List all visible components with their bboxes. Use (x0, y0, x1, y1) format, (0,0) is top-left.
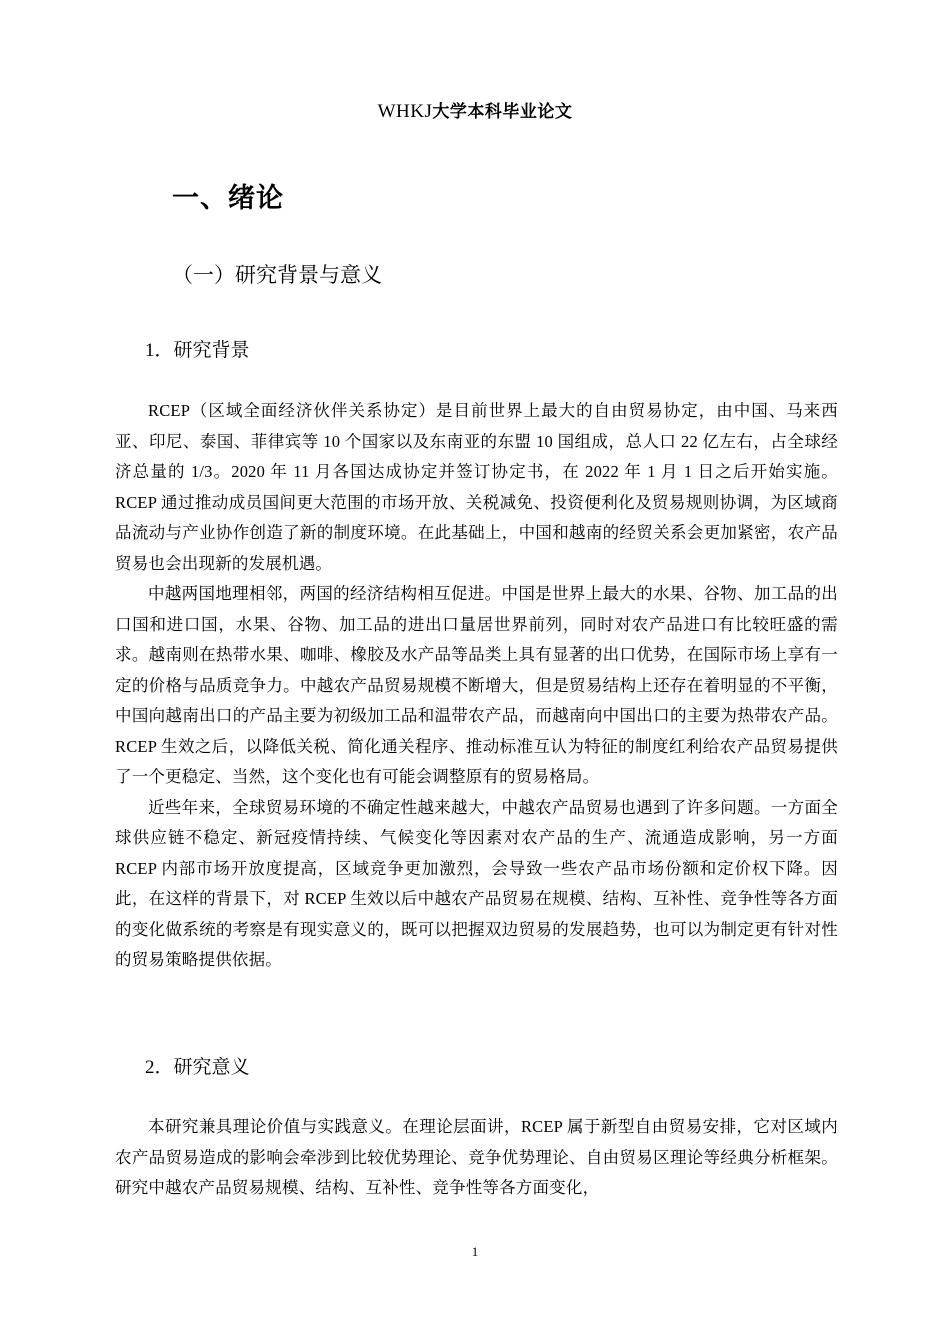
paragraph: 中越两国地理相邻，两国的经济结构相互促进。中国是世界上最大的水果、谷物、加工品的出口国和进口国，水果、谷物、加工品的进出口量居世界前列，同时对农产品进口有比较旺盛的需求。越南则在热带水果、咖啡、橡胶及水产品等品类上具有显著的出口优势，在国际市场上享有一定的价格与品质竞争力。中越农产品贸易规模不断增大，但是贸易结构上还存在着明显的不平衡，中国向越南出口的产品主要为初级加工品和温带农产品，而越南向中国出口的主要为热带农产品。RCEP 生效之后，以降低关税、简化通关程序、推动标准互认为特征的制度红利给农产品贸易提供了一个更稳定、当然，这个变化也有可能会调整原有的贸易格局。 (115, 584, 838, 786)
paragraph: 近些年来，全球贸易环境的不确定性越来越大，中越农产品贸易也遇到了许多问题。一方面全球供应链不稳定、新冠疫情持续、气候变化等因素对农产品的生产、流通造成影响，另一方面 RCEP 内部市场开放度提高，区域竞争更加激烈，会导致一些农产品市场份额和定价权下降。因此，在这样的背景下，对 RCEP 生效以后中越农产品贸易在规模、结构、互补性、竞争性等各方面的变化做系统的考察是有现实意义的，既可以把握双边贸易的发展趋势，也可以为制定更有针对性的贸易策略提供依据。 (115, 797, 838, 969)
page-number: 1 (471, 1244, 479, 1259)
section-title: （一）研究背景与意义 (172, 263, 382, 287)
subsection-title-significance (145, 1052, 250, 1079)
subsection-heading: 研究背景 (173, 339, 250, 361)
paragraph: RCEP（区域全面经济伙伴关系协定）是目前世界上最大的自由贸易协定，由中国、马来西亚、印尼、泰国、菲律宾等 10 个国家以及东南亚的东盟 10 国组成，总人口 22 亿左右，占全球经济总量的 1/3。2020 年 11 月各国达成协定并签订协定书，在 2022 年 1 月 1 日之后开始实施。RCEP 通过推动成员国间更大范围的市场开放、关税减免、投资便利化及贸易规则协调，为区域商品流动与产业协作创造了新的制度环境。在此基础上，中国和越南的经贸关系会更加紧密，农产品贸易也会出现新的发展机遇。 (115, 401, 838, 573)
subsection-heading: 研究意义 (173, 1056, 250, 1078)
subsection-number: 2． (145, 1057, 174, 1078)
significance-body (115, 1112, 838, 1204)
background-body (115, 396, 838, 976)
running-header (0, 97, 950, 123)
subsection-number: 1． (145, 340, 174, 361)
paragraph: 本研究兼具理论价值与实践意义。在理论层面讲，RCEP 属于新型自由贸易安排，它对区域内农产品贸易造成的影响会牵涉到比较优势理论、竞争优势理论、自由贸易区理论等经典分析框架。研究中越农产品贸易规模、结构、互补性、竞争性等各方面变化， (115, 1117, 838, 1197)
subsection-title-background (145, 335, 250, 362)
chapter-title: 一、绪论 (172, 183, 284, 214)
header-cjk-text: 大学本科毕业论文 (432, 102, 573, 122)
header-latin-text: WHKJ (377, 101, 433, 122)
